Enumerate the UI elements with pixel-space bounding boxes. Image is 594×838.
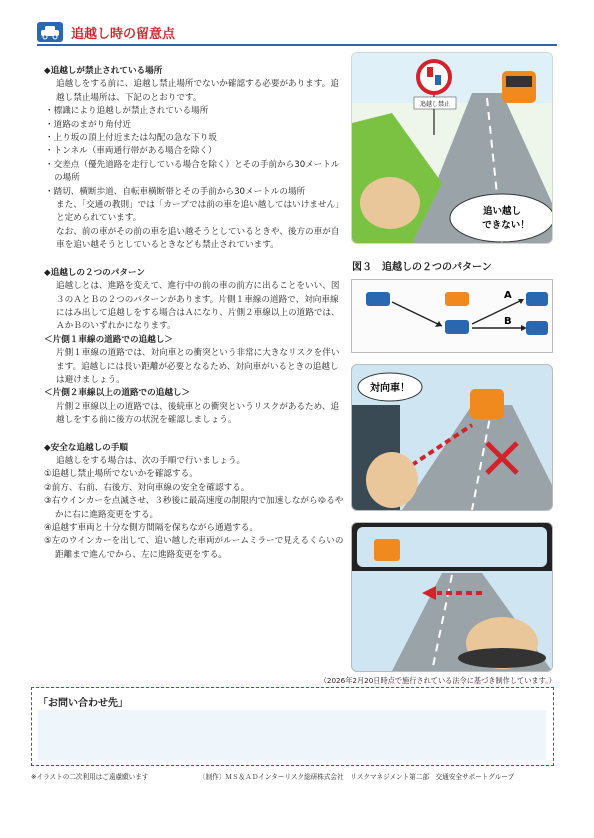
speech-bubble	[450, 194, 552, 242]
illustration-mirror-lane-change	[351, 522, 553, 672]
label-b: B	[504, 316, 512, 327]
paragraph: 追越しをする場合は、次の手順で行いましょう。	[56, 455, 246, 466]
list-item: ・トンネル（車両通行帯がある場合を除く）	[45, 146, 217, 157]
paragraph: また、「交通の教則」では「カーブでは前の車を追い越してはいけません」と定められています。	[56, 200, 344, 224]
label-a: A	[504, 290, 512, 301]
step-item: ③右ウインカーを点滅させ、３秒後に最高速度の制限内で加速しながらゆるやかに右に進路変更をする。	[44, 496, 344, 520]
section-heading-procedure: ◆安全な追越しの手順	[44, 442, 128, 453]
main-text-column	[44, 56, 344, 562]
car-pattern-a	[526, 292, 548, 306]
mirror-car	[374, 539, 400, 561]
list-item: ・交差点（優先道路を走行している場合を除く）とその手前から30メートルの場所	[45, 159, 340, 184]
footer-credit: 〔制作〕ＭＳ＆ＡＤインターリスク総研株式会社 リスクマネジメント第二部 交通安全サポートグループ	[199, 773, 515, 781]
contact-area	[38, 710, 546, 760]
diagram-passing-patterns	[351, 279, 553, 353]
subheading: ＜片側１車線の道路での追越し＞	[44, 334, 173, 345]
footer-notice: ※イラストの二次利用はご遠慮願います	[31, 773, 149, 781]
car-pattern-b	[526, 321, 548, 335]
paragraph: 片側２車線以上の道路では、後続車との衝突というリスクがあるため、追越しをする前に後方の状況を確認しましょう。	[56, 401, 340, 426]
figure-caption: 図３ 追越しの２つのパターン	[352, 262, 492, 273]
illustration-oncoming-car	[351, 364, 553, 511]
section-heading-prohibited: ◆追越しが禁止されている場所	[44, 66, 163, 76]
paragraph: 追越しをする前に、追越し禁止場所でないか確認する必要があります。追越し禁止場所は、下記のとおりです。	[56, 79, 339, 103]
step-item: ④追越す車両と十分な側方間隔を保ちながら通過する。	[44, 523, 258, 533]
paragraph: なお、前の車がその前の車を追い越そうとしているときや、後方の車が自車を追い越そうとしているときなども禁止されています。	[56, 226, 340, 251]
steering-wheel	[458, 648, 546, 668]
no-passing-sign-icon	[418, 61, 450, 93]
subheading: ＜片側２車線以上の道路での追越し＞	[44, 388, 191, 399]
speech-bubble-line1: 追い越し	[482, 206, 522, 217]
page-title: 追越し時の留意点	[71, 27, 176, 42]
car-icon	[37, 22, 63, 42]
section-heading-patterns: ◆追越しの２つのパターン	[44, 267, 145, 278]
list-item: ・上り坂の頂上付近または勾配の急な下り坂	[45, 133, 217, 144]
header-rule	[37, 44, 557, 46]
legal-note: （2026年2月20日時点で施行されている法令に基づき制作しています。）	[319, 676, 556, 685]
car-ahead	[445, 292, 469, 306]
page-header	[37, 20, 557, 46]
paragraph: 片側１車線の道路では、対向車との衝突という非常に大きなリスクを伴います。追越しには長い距離が必要となるため、対向車がいるときの追越しは避けましょう。	[56, 348, 340, 385]
list-item: ・道路のまがり角付近	[45, 119, 131, 130]
list-item: ・標識により追越しが禁止されている場所	[45, 106, 209, 117]
illustration-no-passing	[351, 52, 553, 244]
car-start	[366, 292, 390, 306]
driver-figure	[366, 452, 418, 508]
contact-label: 「お問い合わせ先」	[38, 698, 128, 709]
contact-box	[31, 687, 554, 766]
speech-bubble-text: 対向車！	[370, 383, 410, 394]
car-mid	[445, 320, 469, 334]
step-item: ⑤左のウインカーを出して、追い越した車両がルームミラーで見えるくらいの距離まで進んでから、左に進路変更をする。	[44, 536, 344, 560]
list-item: ・踏切、横断歩道、自転車横断帯とその手前から30メートルの場所	[45, 186, 306, 197]
paragraph: 追越しとは、進路を変えて、進行中の前の車の前方に出ることをいい、図３のＡとＢの２つのパターンがあります。片側１車線の道路で、対向車線にはみ出して追越しをする場合はＡになり、片側２車線以上の道路では、ＡかＢのいずれかになります。	[56, 281, 340, 332]
step-item: ②前方、右前、右後方、対向車線の安全を確認する。	[44, 482, 250, 493]
speech-bubble-line2: できない！	[482, 220, 530, 231]
step-item: ①追越し禁止場所でないかを確認する。	[44, 469, 198, 480]
sign-plate-label: 追越し禁止	[419, 101, 451, 108]
oncoming-truck	[470, 389, 504, 419]
